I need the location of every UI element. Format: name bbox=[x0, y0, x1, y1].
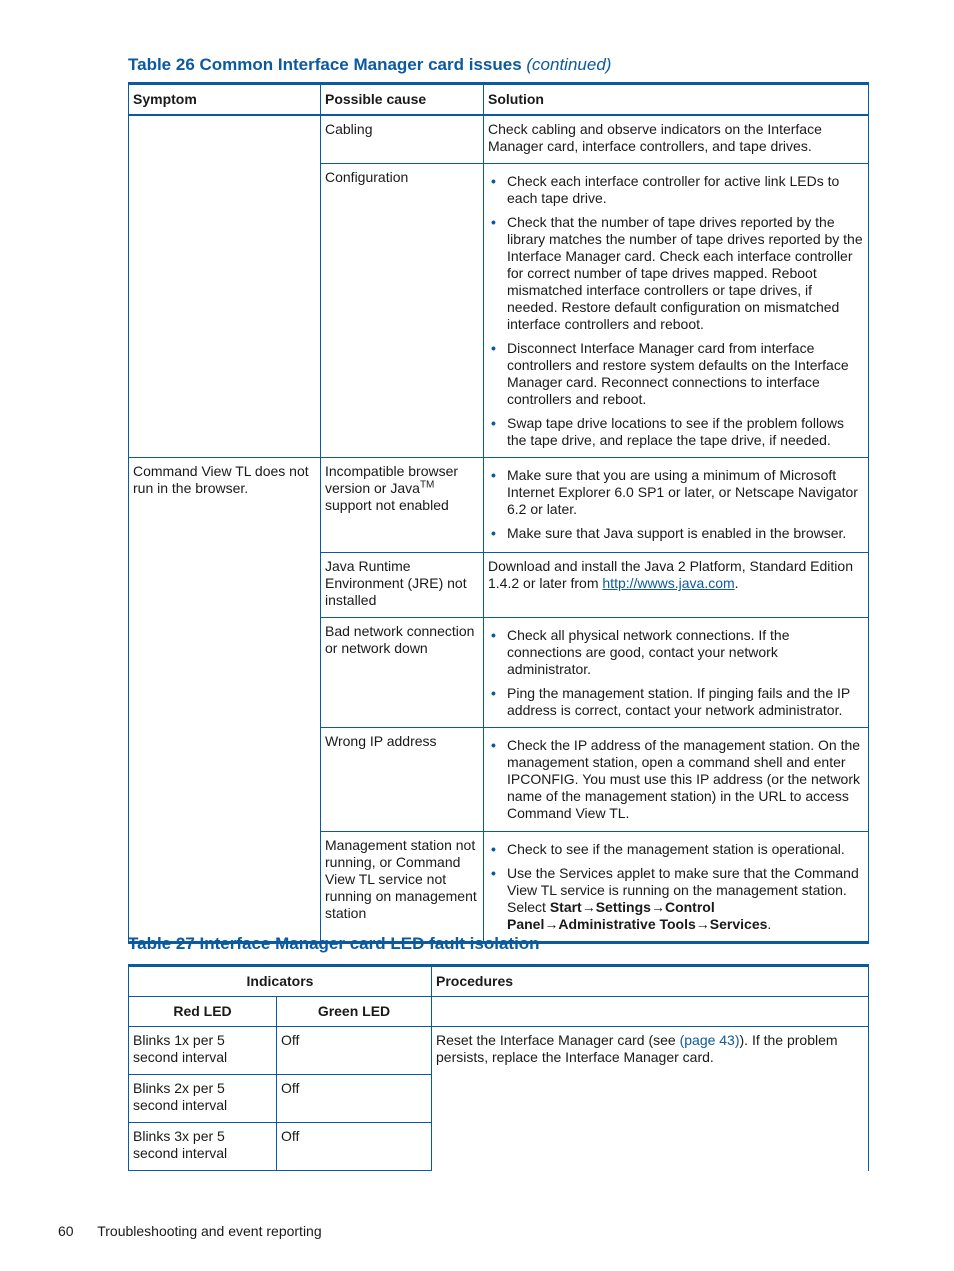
table-row bbox=[129, 1027, 869, 1075]
solution-cell bbox=[484, 618, 869, 728]
table-27-caption: Table 27 Interface Manager card LED fault isolation bbox=[128, 934, 540, 953]
solution-list bbox=[488, 841, 864, 933]
table-row bbox=[129, 115, 869, 164]
header-indicators: Indicators bbox=[129, 966, 432, 997]
solution-cell bbox=[484, 164, 869, 458]
header-symptom: Symptom bbox=[129, 84, 321, 116]
list-item: • Check to see if the management station is operational. bbox=[488, 841, 864, 858]
solution-cell bbox=[484, 832, 869, 943]
red-led-cell: Blinks 3x per 5 second interval bbox=[129, 1123, 277, 1171]
red-led-cell: Blinks 2x per 5 second interval bbox=[129, 1075, 277, 1123]
table-27-subheader-row bbox=[129, 997, 869, 1027]
procedure-text-end: ). If the problem persists, replace the Interface Manager card. bbox=[436, 1032, 838, 1065]
path-control-panel: Control Panel bbox=[507, 899, 715, 932]
arrow-icon: → bbox=[650, 899, 665, 915]
list-item: • Disconnect Interface Manager card from interface controllers and restore system defaults on the Interface Manager card. Reconnect connections to interface controllers and reboot. bbox=[488, 340, 864, 408]
arrow-icon: → bbox=[695, 916, 710, 932]
arrow-icon: → bbox=[581, 899, 596, 915]
solution-list bbox=[488, 467, 864, 542]
table-26-title: Table 26 Common Interface Manager card issues bbox=[128, 55, 522, 74]
cause-text-2: support not enabled bbox=[325, 497, 449, 513]
procedure-cell bbox=[432, 1027, 869, 1171]
list-item: • Swap tape drive locations to see if the problem follows the tape drive, and replace the tape drive, if needed. bbox=[488, 415, 864, 449]
cause-cell bbox=[321, 458, 484, 553]
path-services: Services bbox=[709, 916, 768, 932]
cause-cell: Cabling bbox=[321, 115, 484, 164]
solution-list bbox=[488, 173, 864, 449]
table-row bbox=[129, 458, 869, 553]
header-solution: Solution bbox=[484, 84, 869, 116]
green-led-cell: Off bbox=[277, 1027, 432, 1075]
list-item: • Check each interface controller for active link LEDs to each tape drive. bbox=[488, 173, 864, 207]
table-26-header-row bbox=[129, 84, 869, 116]
header-procedures: Procedures bbox=[432, 966, 869, 997]
page-footer bbox=[58, 1223, 322, 1239]
cause-cell: Bad network connection or network down bbox=[321, 618, 484, 728]
header-green-led: Green LED bbox=[277, 997, 432, 1027]
list-item: • Check the IP address of the management station. On the management station, open a command shell and enter IPCONFIG. You must use this IP address (or the network name of the management station) in the URL to access Command View TL. bbox=[488, 737, 864, 822]
path-start: Start bbox=[549, 899, 582, 915]
green-led-cell: Off bbox=[277, 1123, 432, 1171]
footer-section: Troubleshooting and event reporting bbox=[97, 1223, 322, 1239]
solution-cell bbox=[484, 553, 869, 618]
list-item: • Make sure that you are using a minimum of Microsoft Internet Explorer 6.0 SP1 or later, or Netscape Navigator 6.2 or later. bbox=[488, 467, 864, 518]
list-item: • Check that the number of tape drives reported by the library matches the number of tape drives reported by the Interface Manager card. Check each interface controller for correct number of tape drives mapped. Reboot mismatched interface controllers or tape drives, if needed. Restore default configuration on mismatched interface controllers and reboot. bbox=[488, 214, 864, 333]
list-item: • Make sure that Java support is enabled in the browser. bbox=[488, 525, 864, 542]
path-admin-tools: Administrative Tools bbox=[558, 916, 696, 932]
list-item: • Ping the management station. If pinging fails and the IP address is correct, contact your network administrator. bbox=[488, 685, 864, 719]
bullet-text: Use the Services applet to make sure that the Command View TL service is running on the management station. Select bbox=[507, 865, 859, 915]
table-26-continued: (continued) bbox=[526, 55, 612, 74]
list-item: • Check all physical network connections. If the connections are good, contact your network administrator. bbox=[488, 627, 864, 678]
solution-cell: Check cabling and observe indicators on the Interface Manager card, interface controllers, and tape drives. bbox=[484, 115, 869, 164]
solution-cell bbox=[484, 458, 869, 553]
green-led-cell: Off bbox=[277, 1075, 432, 1123]
bullet-end: . bbox=[767, 916, 772, 932]
cause-text: Incompatible browser version or Java bbox=[325, 463, 459, 496]
page-43-link[interactable]: (page 43) bbox=[679, 1032, 740, 1048]
header-procedures-empty bbox=[432, 997, 869, 1027]
arrow-icon: → bbox=[544, 916, 559, 932]
solution-cell bbox=[484, 728, 869, 832]
page-number: 60 bbox=[58, 1223, 74, 1239]
list-item bbox=[488, 865, 864, 933]
cause-cell: Management station not running, or Command View TL service not running on management station bbox=[321, 832, 484, 943]
cause-cell: Wrong IP address bbox=[321, 728, 484, 832]
trademark-sup: TM bbox=[419, 479, 435, 491]
table-27-header-row bbox=[129, 966, 869, 997]
cause-cell: Configuration bbox=[321, 164, 484, 458]
table-26 bbox=[128, 82, 869, 944]
table-27 bbox=[128, 964, 869, 1171]
java-link[interactable]: http://wwws.java.com bbox=[602, 575, 735, 591]
cause-cell: Java Runtime Environment (JRE) not installed bbox=[321, 553, 484, 618]
solution-list bbox=[488, 627, 864, 719]
procedure-text: Reset the Interface Manager card (see bbox=[436, 1032, 680, 1048]
header-possible-cause: Possible cause bbox=[321, 84, 484, 116]
header-red-led: Red LED bbox=[129, 997, 277, 1027]
symptom-cell-empty bbox=[129, 115, 321, 458]
solution-text: Download and install the Java 2 Platform, Standard Edition 1.4.2 or later from bbox=[488, 558, 853, 591]
table-26-caption bbox=[128, 55, 611, 75]
solution-text-end: . bbox=[734, 575, 739, 591]
solution-list bbox=[488, 737, 864, 822]
red-led-cell: Blinks 1x per 5 second interval bbox=[129, 1027, 277, 1075]
path-settings: Settings bbox=[595, 899, 651, 915]
symptom-cell: Command View TL does not run in the browser. bbox=[129, 458, 321, 943]
